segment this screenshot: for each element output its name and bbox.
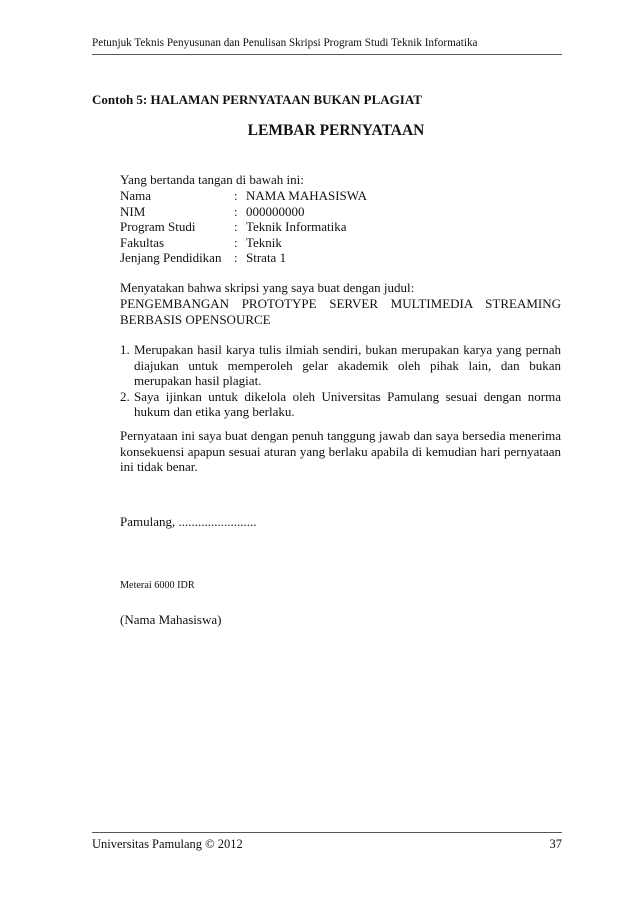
- field-separator: :: [234, 188, 238, 203]
- field-row: [120, 204, 561, 220]
- point-text: Merupakan hasil karya tulis ilmiah sendiri, bukan merupakan karya yang pernah diajukan untuk memperoleh gelar akademik oleh pihak lain, dan bukan merupakan hasil plagiat.: [134, 342, 561, 388]
- thesis-title-line-1: PENGEMBANGAN PROTOTYPE SERVER MULTIMEDIA STREAMING: [120, 296, 561, 311]
- field-label: Fakultas: [120, 234, 165, 250]
- signer-name: (Nama Mahasiswa): [120, 612, 222, 627]
- field-separator: :: [234, 219, 238, 234]
- declaration-points: [120, 342, 561, 420]
- page-number: 37: [549, 837, 562, 851]
- document-title: LEMBAR PERNYATAAN: [247, 122, 425, 139]
- field-label: NIM: [120, 203, 146, 219]
- list-item: [120, 389, 561, 420]
- place-date: Pamulang, ........................: [120, 514, 257, 529]
- field-separator: :: [234, 250, 238, 265]
- intro-text: Yang bertanda tangan di bawah ini:: [120, 172, 304, 187]
- thesis-title: [120, 296, 561, 327]
- field-row: [120, 219, 561, 235]
- field-value: Strata 1: [246, 250, 287, 265]
- field-label: Nama: [120, 188, 152, 203]
- field-value: Teknik Informatika: [246, 219, 347, 234]
- statement-text: Menyatakan bahwa skripsi yang saya buat dengan judul:: [120, 280, 415, 295]
- closing-paragraph: Pernyataan ini saya buat dengan penuh tanggung jawab dan saya bersedia menerima konsekuensi apapun sesuai aturan yang berlaku apabila di kemudian hari pernyataan ini tidak benar.: [120, 428, 561, 474]
- point-number: 1.: [120, 342, 130, 357]
- field-row: [120, 188, 561, 204]
- field-label: Jenjang Pendidikan: [120, 250, 222, 265]
- field-separator: :: [234, 203, 238, 219]
- page-header: [92, 36, 562, 55]
- stamp-label: Meterai 6000 IDR: [120, 580, 195, 591]
- identity-fields: [120, 188, 561, 266]
- list-item: [120, 342, 561, 389]
- example-title: Contoh 5: HALAMAN PERNYATAAN BUKAN PLAGIAT: [92, 92, 422, 107]
- point-text: Saya ijinkan untuk dikelola oleh Universitas Pamulang sesuai dengan norma hukum dan etika yang berlaku.: [134, 388, 561, 419]
- field-row: [120, 250, 561, 266]
- point-number: 2.: [120, 388, 130, 404]
- field-label: Program Studi: [120, 219, 196, 234]
- field-value: NAMA MAHASISWA: [246, 188, 367, 203]
- field-row: [120, 235, 561, 251]
- field-separator: :: [234, 234, 238, 250]
- field-value: 000000000: [246, 203, 305, 219]
- page-footer: [92, 832, 562, 852]
- running-title: Petunjuk Teknis Penyusunan dan Penulisan Skripsi Program Studi Teknik Informatika: [92, 37, 478, 49]
- field-value: Teknik: [246, 234, 282, 250]
- thesis-title-line-2: BERBASIS OPENSOURCE: [120, 311, 271, 327]
- footer-institution: Universitas Pamulang © 2012: [92, 837, 243, 851]
